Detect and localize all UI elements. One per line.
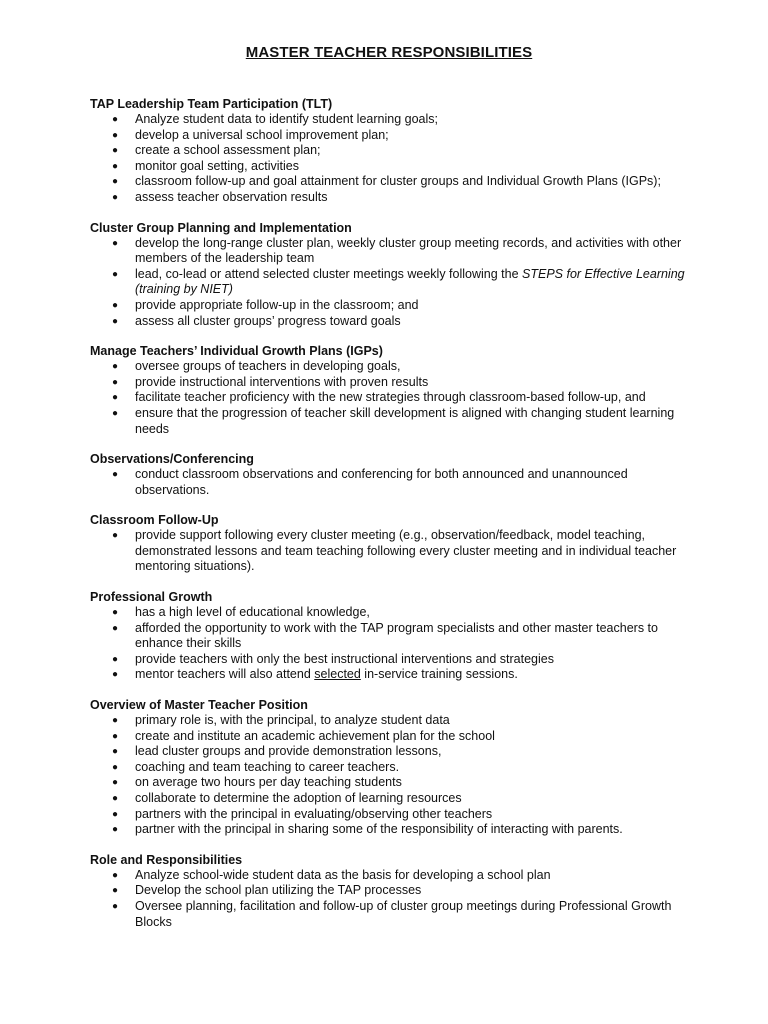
bullet-icon: ● [112, 793, 119, 804]
underlined-text: selected [314, 667, 361, 682]
list-item-text: lead, co-lead or attend selected cluster meetings weekly following the [135, 266, 523, 281]
section [90, 451, 688, 498]
bullet-icon: ● [112, 145, 119, 157]
list-item-text: assess all cluster groups’ progress toward goals [135, 313, 401, 328]
section-heading: Overview of Master Teacher Position [90, 698, 308, 713]
list-item-text: mentor teachers will also attend [135, 667, 315, 682]
list-item-text: create and institute an academic achievement plan for the school [135, 728, 495, 743]
bullet-icon: ● [112, 237, 119, 249]
list-item [90, 744, 688, 760]
bullet-icon: ● [112, 268, 119, 280]
list-item-text: collaborate to determine the adoption of learning resources [135, 791, 462, 805]
bullet-list [90, 236, 688, 330]
list-item-text: afforded the opportunity to work with the TAP program specialists and other master teachers to enhance their skills [135, 620, 658, 651]
list-item-text: oversee groups of teachers in developing goals, [135, 359, 401, 374]
bullet-icon: ● [112, 746, 119, 758]
bullet-list [90, 605, 688, 683]
list-item-text: develop the long-range cluster plan, weekly cluster group meeting records, and activities with other members of the leadership team [135, 235, 682, 266]
list-item [90, 314, 688, 330]
bullet-icon: ● [112, 407, 119, 419]
list-item [90, 236, 688, 267]
bullet-icon: ● [112, 376, 119, 388]
section [90, 220, 688, 330]
bullet-icon: ● [112, 761, 119, 773]
list-item [90, 713, 688, 729]
section [90, 512, 688, 575]
list-item-text: Analyze school-wide student data as the basis for developing a school plan [135, 867, 551, 882]
list-item-text: primary role is, with the principal, to analyze student data [135, 713, 450, 728]
list-item-text: has a high level of educational knowledge, [135, 605, 370, 620]
section-heading: Role and Responsibilities [90, 852, 243, 867]
bullet-list [90, 868, 688, 930]
list-item-text: coaching and team teaching to career teachers. [135, 759, 400, 774]
bullet-icon: ● [112, 191, 119, 203]
list-item-text: provide appropriate follow-up in the classroom; and [135, 297, 419, 312]
section-heading: Professional Growth [90, 590, 213, 605]
list-item [90, 605, 688, 621]
bullet-icon: ● [112, 361, 119, 373]
list-item-text: lead cluster groups and provide demonstration lessons, [135, 744, 442, 759]
list-item [90, 467, 688, 498]
section-heading: Observations/Conferencing [90, 452, 254, 467]
section [90, 697, 688, 838]
list-item [90, 159, 688, 175]
bullet-list [90, 713, 688, 838]
section [90, 852, 688, 930]
bullet-icon: ● [112, 824, 119, 836]
section [90, 343, 688, 437]
list-item [90, 621, 688, 652]
bullet-icon: ● [112, 176, 119, 188]
list-item-text: Analyze student data to identify student learning goals; [135, 112, 438, 126]
bullet-icon: ● [112, 869, 119, 881]
list-item [90, 528, 688, 575]
list-item [90, 667, 688, 683]
bullet-icon: ● [112, 653, 119, 665]
list-item [90, 791, 688, 807]
list-item-text: provide support following every cluster meeting (e.g., observation/feedback, model teaching, demonstrated lessons and team teaching following every cluster meeting and in individual teacher mentoring situations). [135, 528, 677, 574]
list-item-text: conduct classroom observations and conferencing for both announced and unannounced observations. [135, 467, 628, 497]
bullet-list [90, 528, 688, 575]
list-item-text: partners with the principal in evaluating/observing other teachers [135, 806, 493, 821]
list-item-text: on average two hours per day teaching students [135, 775, 402, 790]
list-item [90, 174, 688, 190]
list-item-text: Develop the school plan utilizing the TAP processes [135, 883, 422, 898]
bullet-icon: ● [112, 469, 119, 481]
list-item [90, 899, 688, 930]
bullet-list [90, 112, 688, 206]
list-item-text: in-service training sessions. [360, 667, 518, 682]
bullet-icon: ● [112, 530, 119, 542]
list-item-text: facilitate teacher proficiency with the new strategies through classroom-based follow-up, and [135, 390, 646, 405]
sections-container [90, 96, 688, 930]
bullet-icon: ● [112, 129, 119, 141]
bullet-icon: ● [112, 808, 119, 820]
list-item [90, 190, 688, 206]
section [90, 589, 688, 683]
list-item-text: classroom follow-up and goal attainment for cluster groups and Individual Growth Plans (IGPs); [135, 174, 661, 189]
list-item-text: assess teacher observation results [135, 189, 328, 204]
list-item [90, 359, 688, 375]
bullet-icon: ● [112, 622, 119, 634]
list-item [90, 652, 688, 668]
bullet-icon: ● [112, 730, 119, 742]
list-item-text: provide teachers with only the best instructional interventions and strategies [135, 651, 554, 666]
section-heading: Manage Teachers’ Individual Growth Plans (IGPs) [90, 344, 383, 359]
list-item-text: provide instructional interventions with proven results [135, 374, 429, 389]
section-heading: Classroom Follow-Up [90, 513, 219, 528]
bullet-icon: ● [112, 777, 119, 789]
bullet-icon: ● [112, 392, 119, 404]
list-item [90, 760, 688, 776]
list-item-text: ensure that the progression of teacher skill development is aligned with changing student learning needs [135, 405, 675, 436]
section [90, 96, 688, 206]
bullet-icon: ● [112, 885, 119, 897]
list-item [90, 375, 688, 391]
bullet-list [90, 359, 688, 437]
list-item-text: Oversee planning, facilitation and follow-up of cluster group meetings during Professional Growth Blocks [135, 898, 672, 929]
list-item [90, 390, 688, 406]
page-title: MASTER TEACHER RESPONSIBILITIES [245, 44, 533, 61]
list-item [90, 729, 688, 745]
list-item-text: create a school assessment plan; [135, 143, 321, 158]
list-item [90, 868, 688, 884]
bullet-icon: ● [112, 715, 119, 727]
list-item [90, 267, 688, 298]
bullet-icon: ● [112, 900, 119, 912]
bullet-icon: ● [112, 160, 119, 172]
section-heading: TAP Leadership Team Participation (TLT) [90, 97, 333, 111]
bullet-list [90, 467, 688, 498]
list-item [90, 807, 688, 823]
italic-text: STEPS for Effective Learning (training by NIET) [135, 266, 685, 297]
list-item [90, 775, 688, 791]
bullet-icon: ● [112, 607, 119, 619]
list-item [90, 822, 688, 838]
section-heading: Cluster Group Planning and Implementation [90, 220, 352, 235]
list-item [90, 406, 688, 437]
list-item [90, 112, 688, 128]
list-item-text: develop a universal school improvement plan; [135, 127, 389, 142]
list-item-text: partner with the principal in sharing some of the responsibility of interacting with parents. [135, 822, 623, 837]
bullet-icon: ● [112, 299, 119, 311]
list-item [90, 128, 688, 144]
bullet-icon: ● [112, 669, 119, 681]
list-item-text: monitor goal setting, activities [135, 158, 299, 173]
list-item [90, 298, 688, 314]
list-item [90, 883, 688, 899]
bullet-icon: ● [112, 114, 119, 125]
list-item [90, 143, 688, 159]
bullet-icon: ● [112, 315, 119, 327]
